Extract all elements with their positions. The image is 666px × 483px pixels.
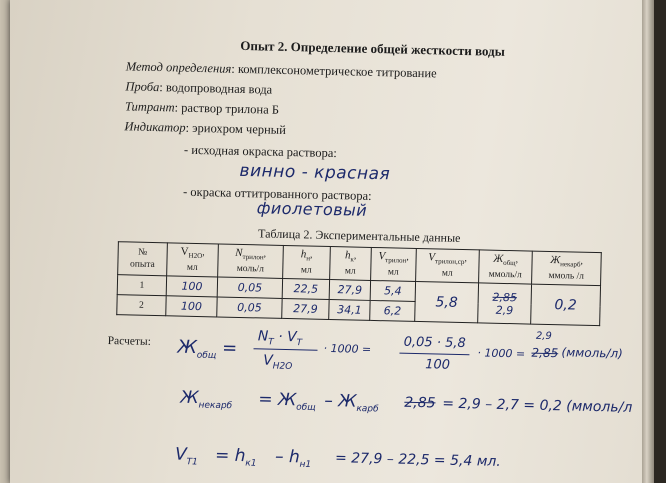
header-v-trilon-avg: $V_{трилон,ср}$, мл [416, 248, 480, 282]
zh-total-struck: 2,85 [492, 290, 518, 304]
sample-value: : водопроводная вода [159, 80, 273, 97]
sample-label: Проба [125, 79, 160, 95]
calc1-result-unit: (ммоль/л) [561, 345, 623, 361]
cell-zh-total [478, 283, 532, 324]
calc3-h-end: = $h_{к1}$ [214, 445, 257, 469]
document-content [10, 0, 642, 483]
calc3-lhs: $V_{T1}$ [174, 444, 198, 468]
indicator-line [124, 119, 286, 138]
calc1-times-1000: · 1000 = [323, 341, 372, 356]
indicator-label: Индикатор [124, 119, 186, 135]
table-caption: Таблица 2. Экспериментальные данные [257, 226, 461, 245]
desk-background [0, 0, 10, 483]
header-h-end: $h_к$, мл [330, 247, 372, 281]
cell-h-start: 27,9 [282, 298, 329, 319]
zh-total-value: 2,9 [495, 303, 514, 317]
cell-n-trilon: 0,05 [217, 277, 282, 298]
calc1-fraction-bar-2 [399, 353, 469, 356]
cell-n-trilon: 0,05 [217, 297, 282, 318]
paper-edge [642, 0, 654, 483]
cell-h-start: 22,5 [282, 278, 329, 299]
header-no: № опыта [118, 242, 168, 276]
calc1-numerator: $N_T \cdot V_T$ [257, 328, 303, 349]
cell-no: 2 [117, 295, 166, 316]
sample-line [125, 79, 272, 97]
initial-color-handwritten: винно - красная [239, 160, 391, 185]
calc1-denominator: $V_{H2O}$ [263, 352, 293, 372]
header-zh-noncarb: $Ж_{некарб}$, ммоль /л [532, 251, 602, 286]
final-color-label: - окраска оттитрованного раствора: [182, 184, 372, 203]
cell-h-end: 34,1 [329, 299, 370, 320]
header-h-start: $h_н$, мл [283, 245, 331, 279]
calc1-numerator-values: 0,05 · 5,8 [403, 334, 466, 352]
calc1-lhs: $Ж_{общ}$ = [177, 336, 238, 362]
data-table [116, 241, 602, 326]
calculations-label: Расчеты: [107, 334, 151, 348]
calc2-lhs: $Ж_{некарб}$ [180, 387, 233, 412]
experiment-title: Опыт 2. Определение общей жесткости воды [240, 37, 506, 59]
calc2-carb: – $Ж_{карб}$ [324, 390, 379, 415]
titrant-value: : раствор трилона Б [174, 100, 280, 117]
calc2-struck: 2,85 [404, 394, 436, 412]
cell-v-trilon-avg: 5,8 [415, 281, 479, 322]
calc1-result-prefix: · 1000 = [477, 346, 526, 361]
titrant-line [125, 99, 279, 117]
header-v-trilon: $V_{трилон}$, мл [371, 247, 417, 281]
titrant-label: Титрант [124, 99, 175, 115]
cell-v-water: 100 [166, 276, 217, 297]
cell-v-trilon: 6,2 [370, 300, 415, 321]
calc3-h-start: – $h_{н1}$ [274, 446, 312, 471]
calc1-fraction-bar [253, 348, 317, 351]
calc2-total: = $Ж_{общ}$ [258, 389, 316, 414]
final-color-handwritten: фиолетовый [256, 198, 368, 220]
cell-no: 1 [117, 275, 166, 296]
method-value: : комплексонометрическое титрование [231, 61, 437, 81]
calc1-result-corrected: 2,9 [535, 330, 552, 343]
calc2-result: = 2,9 – 2,7 = 0,2 (ммоль/л [442, 395, 633, 416]
method-label: Метод определения [125, 59, 232, 76]
calc1-denominator-values: 100 [425, 357, 451, 373]
cell-v-trilon: 5,4 [370, 280, 415, 301]
cell-v-water: 100 [166, 296, 217, 317]
header-v-water: $V_{H2O}$, мл [167, 243, 219, 277]
header-n-trilon: $N_{трилон}$, моль/л [218, 244, 284, 278]
cell-h-end: 27,9 [329, 280, 370, 301]
initial-color-label: - исходная окраска раствора: [183, 142, 338, 161]
calc1-result-struck: 2,85 [531, 345, 559, 361]
header-zh-total: $Ж_{общ}$, ммоль/л [479, 250, 533, 284]
indicator-value: : эриохром черный [185, 120, 287, 137]
cell-zh-noncarb: 0,2 [531, 284, 601, 326]
paper-sheet [10, 0, 642, 483]
method-line [126, 59, 437, 81]
calc3-result: = 27,9 – 22,5 = 5,4 мл. [334, 450, 501, 470]
